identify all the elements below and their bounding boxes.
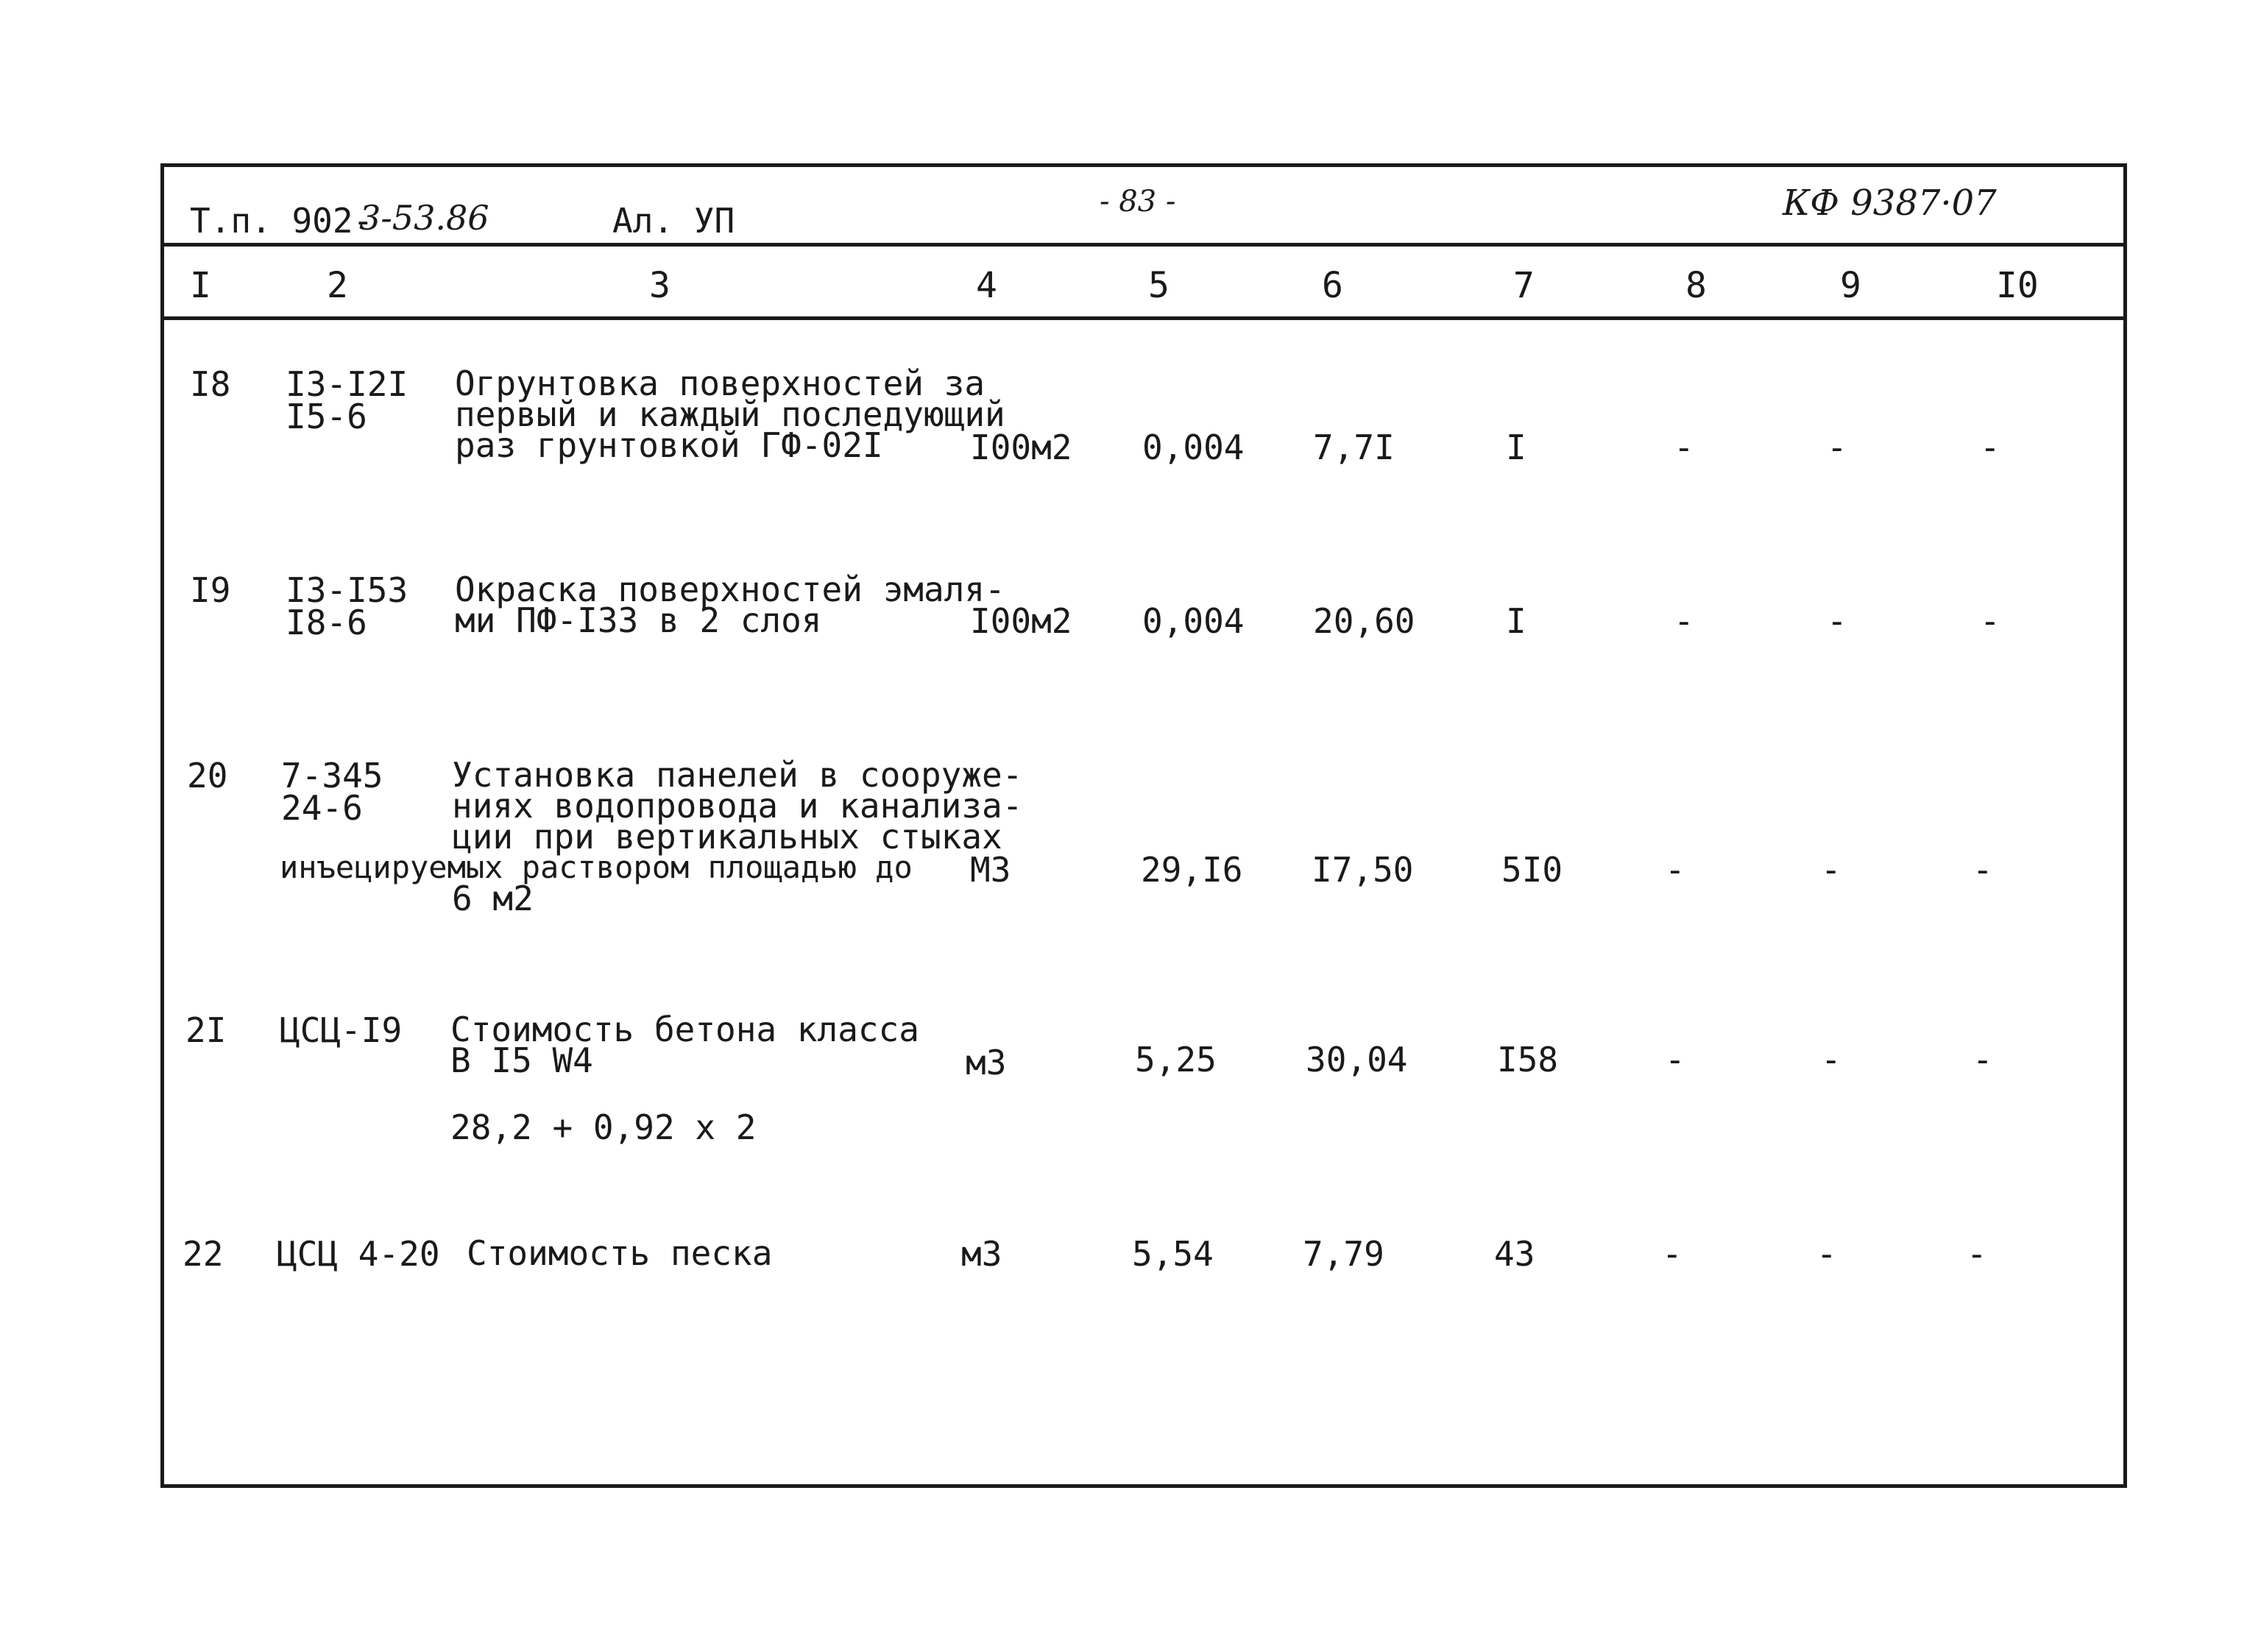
row-number: 20 bbox=[187, 756, 228, 795]
unit: I00м2 bbox=[970, 428, 1072, 467]
total-cost: I bbox=[1506, 428, 1526, 467]
unit-price: 7,7I bbox=[1313, 428, 1395, 467]
column-8-value: - bbox=[1674, 601, 1694, 641]
unit: м3 bbox=[966, 1043, 1007, 1082]
total-cost: 43 bbox=[1494, 1234, 1535, 1274]
column-header-2: 2 bbox=[327, 265, 348, 306]
work-description: раз грунтовкой ГФ-02I bbox=[455, 425, 883, 465]
quantity: 5,25 bbox=[1135, 1040, 1217, 1080]
work-description: Установка панелей в сооруже- bbox=[452, 755, 1023, 795]
project-prefix: Т.п. 902- bbox=[190, 201, 374, 241]
work-description: ниях водопровода и канализа- bbox=[452, 786, 1023, 826]
work-description: Окраска поверхностей эмаля- bbox=[455, 570, 1005, 609]
rate-code: I3-I2I bbox=[286, 364, 408, 404]
column-9-value: - bbox=[1821, 1040, 1841, 1080]
column-10-value: - bbox=[1972, 1040, 1993, 1080]
work-description: Огрунтовка поверхностей за bbox=[455, 364, 986, 403]
header-divider-top bbox=[160, 243, 2127, 247]
column-10-value: - bbox=[1980, 428, 2000, 467]
unit: I00м2 bbox=[970, 601, 1072, 641]
work-description: Стоимость песка bbox=[467, 1233, 773, 1273]
rate-code: I3-I53 bbox=[286, 570, 408, 610]
total-cost: I bbox=[1506, 601, 1526, 641]
rate-code: I5-6 bbox=[286, 397, 367, 436]
column-header-6: 6 bbox=[1322, 265, 1343, 306]
work-description: первый и каждый последующий bbox=[455, 394, 1005, 434]
column-9-value: - bbox=[1827, 428, 1847, 467]
column-9-value: - bbox=[1821, 850, 1841, 890]
row-number: 2I bbox=[185, 1010, 227, 1050]
unit: М3 bbox=[970, 850, 1011, 890]
column-9-value: - bbox=[1816, 1234, 1837, 1274]
work-description: В I5 W4 bbox=[450, 1041, 593, 1080]
column-10-value: - bbox=[1980, 601, 2000, 641]
unit-price: 20,60 bbox=[1313, 601, 1415, 641]
column-header-9: 9 bbox=[1840, 265, 1861, 306]
quantity: 0,004 bbox=[1142, 428, 1245, 467]
column-8-value: - bbox=[1662, 1234, 1683, 1274]
quantity: 29,I6 bbox=[1141, 850, 1243, 890]
registration-number: КФ 9387·07 bbox=[1783, 182, 1997, 224]
rate-code: ЦСЦ-I9 bbox=[280, 1010, 403, 1050]
column-9-value: - bbox=[1827, 601, 1847, 641]
column-header-7: 7 bbox=[1513, 265, 1535, 306]
rate-code: 7-345 bbox=[281, 756, 383, 795]
unit-price: 7,79 bbox=[1303, 1234, 1384, 1274]
work-description: инъецируемых раствором площадью до bbox=[280, 849, 913, 885]
column-header-3: 3 bbox=[649, 265, 670, 306]
work-description: ции при вертикальных стыках bbox=[452, 817, 1002, 857]
work-description: Стоимость бетона класса bbox=[450, 1010, 919, 1049]
rate-code: I8-6 bbox=[286, 603, 367, 642]
rate-code: 24-6 bbox=[281, 788, 363, 828]
column-header-4: 4 bbox=[976, 265, 997, 306]
column-header-10: I0 bbox=[1996, 265, 2039, 306]
column-10-value: - bbox=[1967, 1234, 1987, 1274]
column-8-value: - bbox=[1674, 428, 1694, 467]
work-description: ми ПФ-I33 в 2 слоя bbox=[455, 600, 822, 640]
column-header-8: 8 bbox=[1685, 265, 1707, 306]
total-cost: 5I0 bbox=[1501, 850, 1563, 890]
work-description: 6 м2 bbox=[452, 879, 534, 918]
unit: м3 bbox=[961, 1234, 1002, 1274]
quantity: 5,54 bbox=[1132, 1234, 1214, 1274]
header-divider-bottom bbox=[160, 316, 2127, 320]
page-number: - 83 - bbox=[1100, 185, 1176, 219]
column-8-value: - bbox=[1665, 1040, 1685, 1080]
column-8-value: - bbox=[1665, 850, 1685, 890]
volume-formula: 28,2 + 0,92 x 2 bbox=[450, 1107, 757, 1147]
unit-price: I7,50 bbox=[1312, 850, 1414, 890]
column-header-1: I bbox=[190, 265, 211, 306]
album-label: Ал. УП bbox=[612, 201, 735, 241]
row-number: I9 bbox=[190, 570, 231, 610]
unit-price: 30,04 bbox=[1306, 1040, 1408, 1080]
project-code: 3-53.86 bbox=[359, 198, 489, 238]
rate-code: ЦСЦ 4-20 bbox=[277, 1234, 440, 1274]
total-cost: I58 bbox=[1497, 1040, 1559, 1080]
column-10-value: - bbox=[1972, 850, 1993, 890]
row-number: I8 bbox=[190, 364, 231, 404]
quantity: 0,004 bbox=[1142, 601, 1245, 641]
column-header-5: 5 bbox=[1148, 265, 1170, 306]
row-number: 22 bbox=[183, 1234, 224, 1274]
